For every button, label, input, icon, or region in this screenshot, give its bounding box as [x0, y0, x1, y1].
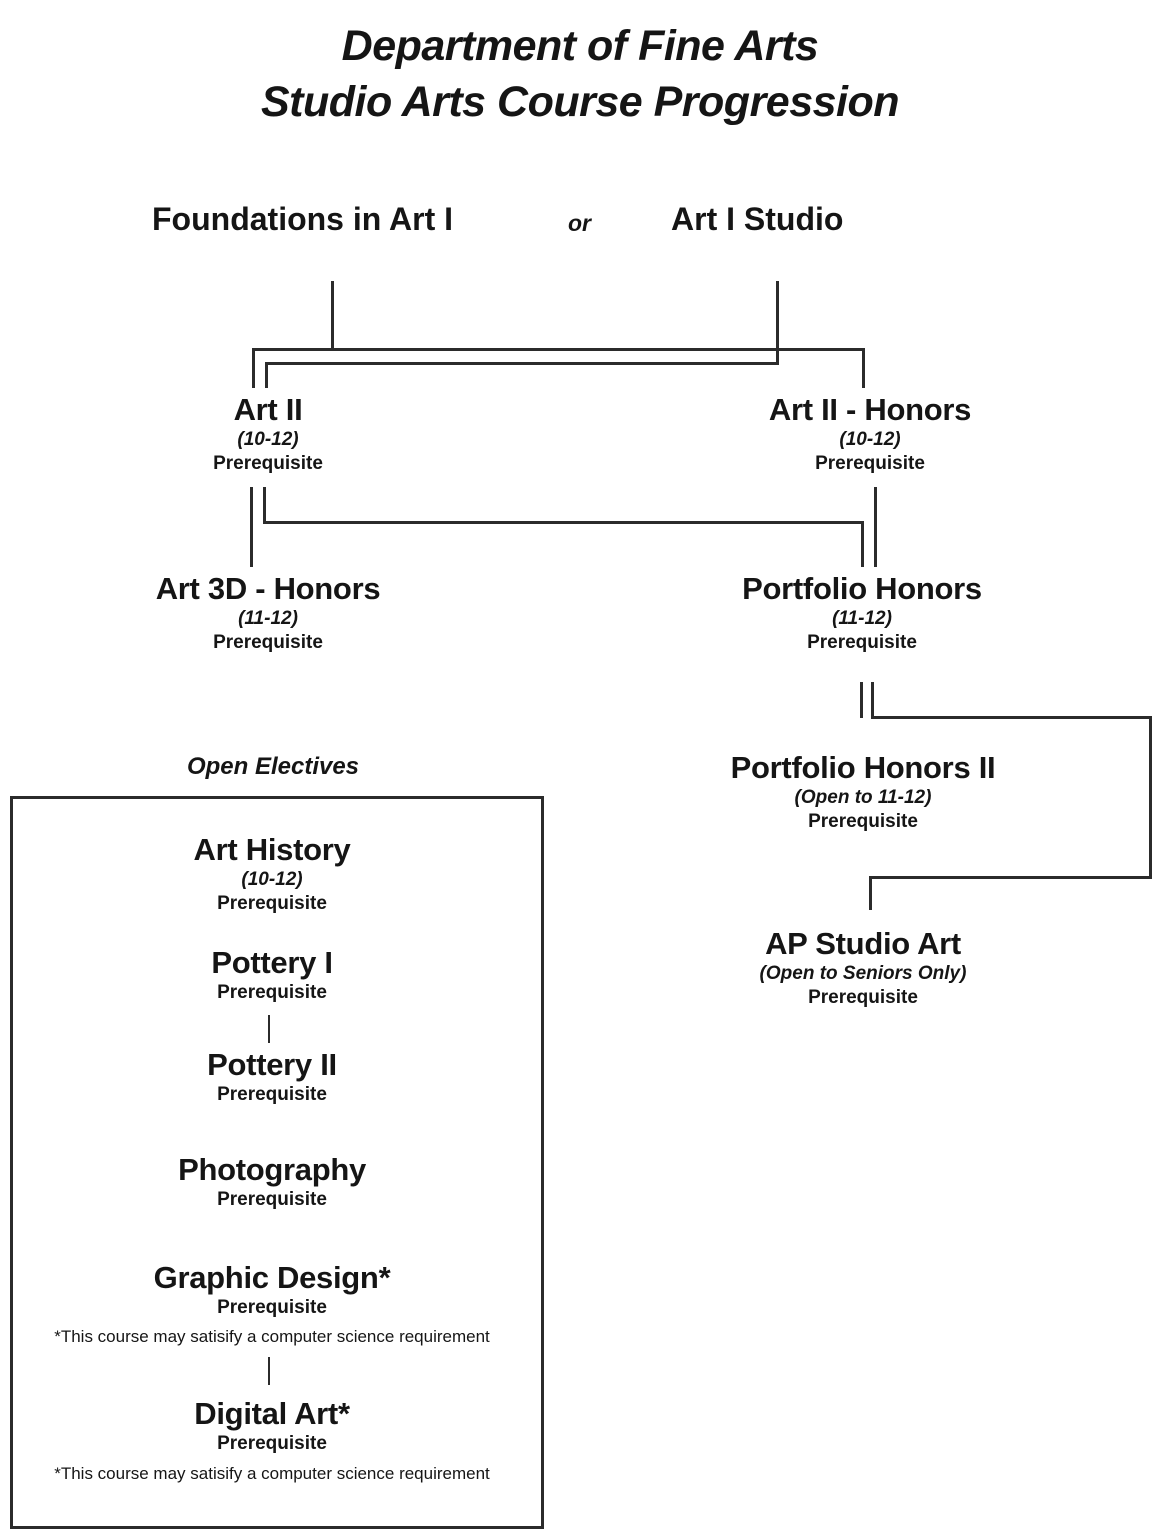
node-art-2-prereq: Prerequisite: [213, 453, 323, 474]
connector-portfolio-to-portfolio2: [871, 682, 874, 718]
node-pottery-2-prereq: Prerequisite: [217, 1084, 327, 1105]
node-photography-title: Photography: [178, 1152, 366, 1187]
node-digital-art-footnote: *This course may satisify a computer science requirement: [54, 1464, 490, 1483]
node-art-3d-honors-grades: (11-12): [238, 608, 298, 629]
node-digital-art-title: Digital Art*: [194, 1396, 350, 1431]
connector-art2-down-stub: [263, 487, 266, 523]
node-portfolio-honors: [712, 571, 1012, 655]
connector-art2honors-to-portfolio: [874, 487, 877, 567]
node-digital-art: [122, 1396, 422, 1456]
node-art-2: [118, 392, 418, 476]
node-graphic-design: [122, 1260, 422, 1320]
connector-to-art2-honors: [862, 348, 865, 388]
node-ap-studio-art-title: AP Studio Art: [765, 926, 961, 961]
node-art-2-honors-title: Art II - Honors: [768, 392, 972, 427]
node-art-history-grades: (10-12): [241, 869, 303, 890]
node-ap-studio-art-grades: (Open to Seniors Only): [759, 963, 967, 984]
connector-foundations-down: [331, 281, 334, 350]
node-ap-studio-art: [713, 926, 1013, 1010]
node-art-3d-honors-title: Art 3D - Honors: [155, 571, 381, 606]
connector-pottery1-to-pottery2: [268, 1015, 270, 1043]
node-art-2-honors-grades: (10-12): [839, 429, 901, 450]
node-portfolio-honors-title: Portfolio Honors: [742, 571, 982, 606]
connector-to-portfolio-honors: [861, 521, 864, 567]
node-pottery-1: [122, 945, 422, 1005]
entry-row-conjunction: or: [568, 210, 591, 236]
node-portfolio-honors-2-prereq: Prerequisite: [808, 811, 918, 832]
connector-to-art2-alt: [252, 348, 255, 388]
node-photography-prereq: Prerequisite: [217, 1189, 327, 1210]
connector-art2-horizontal: [263, 521, 864, 524]
node-portfolio-honors-2-grades: (Open to 11-12): [794, 787, 932, 808]
connector-bypass-horizontal-bottom: [869, 876, 1152, 879]
node-art-history: [122, 832, 422, 916]
connector-to-ap-studio-art: [869, 876, 872, 910]
node-portfolio-honors-2-title: Portfolio Honors II: [730, 750, 996, 785]
node-ap-studio-art-prereq: Prerequisite: [808, 987, 918, 1008]
node-graphic-design-footnote: *This course may satisify a computer science requirement: [54, 1327, 490, 1346]
node-portfolio-honors-2: [713, 750, 1013, 834]
node-graphic-design-title: Graphic Design*: [153, 1260, 391, 1295]
node-pottery-2: [122, 1047, 422, 1107]
node-portfolio-honors-grades: (11-12): [832, 608, 892, 629]
node-art-2-grades: (10-12): [237, 429, 299, 450]
node-art-2-honors: [720, 392, 1020, 476]
node-art-history-prereq: Prerequisite: [217, 893, 327, 914]
node-art-2-honors-prereq: Prerequisite: [815, 453, 925, 474]
connector-art2-to-art3d: [250, 487, 253, 567]
connector-graphicdesign-to-digitalart: [268, 1357, 270, 1385]
node-photography: [122, 1152, 422, 1212]
node-digital-art-prereq: Prerequisite: [217, 1433, 327, 1454]
node-pottery-1-prereq: Prerequisite: [217, 982, 327, 1003]
node-art-3d-honors-prereq: Prerequisite: [213, 632, 323, 653]
node-art-2-title: Art II: [233, 392, 303, 427]
connector-art1studio-down: [776, 281, 779, 364]
connector-bypass-vertical-right: [1149, 716, 1152, 879]
connector-bypass-horizontal-top: [871, 716, 1152, 719]
open-electives-label: Open Electives: [186, 753, 360, 780]
connector-portfolio-down-stub: [860, 682, 863, 718]
connector-entry-horizontal-upper: [254, 348, 865, 351]
connector-entry-horizontal-lower: [267, 362, 779, 365]
title-line-1: Department of Fine Arts: [341, 22, 819, 70]
node-art-1-studio: Art I Studio: [671, 201, 844, 237]
connector-to-art2: [265, 362, 268, 388]
title-line-2: Studio Arts Course Progression: [260, 78, 900, 126]
node-pottery-2-title: Pottery II: [207, 1047, 337, 1082]
node-pottery-1-title: Pottery I: [211, 945, 333, 980]
node-art-3d-honors: [118, 571, 418, 655]
node-portfolio-honors-prereq: Prerequisite: [807, 632, 917, 653]
node-art-history-title: Art History: [193, 832, 351, 867]
node-foundations-in-art-1: Foundations in Art I: [152, 201, 453, 237]
node-graphic-design-prereq: Prerequisite: [217, 1297, 327, 1318]
page-title: [0, 18, 1160, 130]
